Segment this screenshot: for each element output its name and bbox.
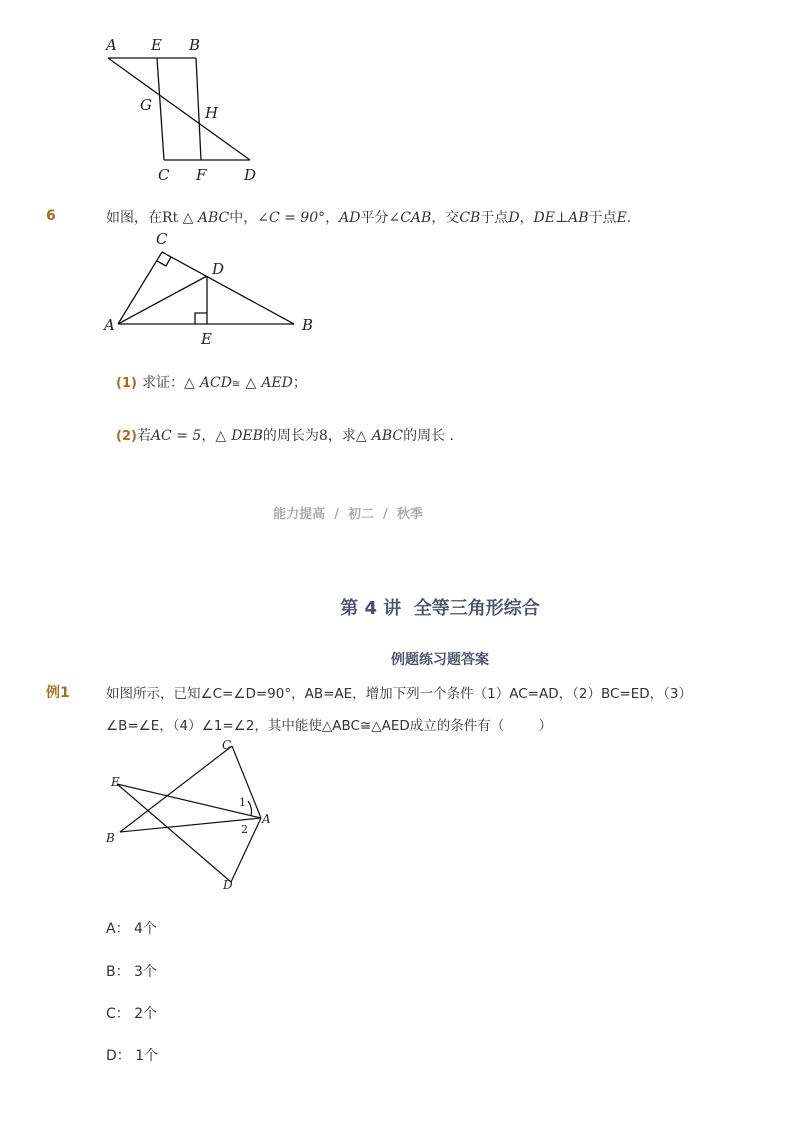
fig2-label-e: E <box>201 330 212 348</box>
fig3-label-2: 2 <box>241 823 248 836</box>
fig3-label-c: C <box>222 738 232 752</box>
option-c[interactable]: C： 2个 <box>106 1006 158 1022</box>
part-text: ； <box>292 375 307 391</box>
stem-angle-c: ∠C = 90° <box>257 210 326 226</box>
example-label: 例1 <box>46 685 70 701</box>
fig3-label-1: 1 <box>239 796 246 809</box>
fig2-label-c: C <box>156 230 168 248</box>
part-text: 若 <box>136 428 151 444</box>
part-text: 的周长为 <box>262 428 319 444</box>
fig1-label-a: A <box>106 36 117 54</box>
stem-de-ab: DE⊥AB <box>533 210 589 226</box>
question-part-2 <box>116 425 454 445</box>
stem-rt: Rt <box>162 210 179 226</box>
example-stem-line-1: 如图所示，已知∠C=∠D=90°，AB=AE，增加下列一个条件（1）AC=AD，（2）BC=ED，（3） <box>106 686 692 702</box>
figure-two-triangles <box>100 734 290 896</box>
fig3-label-a: A <box>262 812 271 826</box>
stem-text: 于点 <box>588 210 617 226</box>
part-label: (1) <box>116 376 137 391</box>
part-text: ，求 <box>327 428 356 444</box>
stem-text: . <box>626 210 632 226</box>
fig1-label-d: D <box>244 166 257 184</box>
part-aed: AED <box>261 375 293 391</box>
part-text: 的周长 . <box>403 428 454 444</box>
stem-abc: ABC <box>197 210 230 226</box>
stem-text: ， <box>325 210 340 226</box>
fig3-label-b: B <box>106 831 115 845</box>
fig2-label-a: A <box>104 316 115 334</box>
triangle-symbol: △ <box>215 428 227 444</box>
part-acd: ACD <box>199 375 232 391</box>
fig3-label-d: D <box>223 878 233 892</box>
fig1-label-e: E <box>151 36 162 54</box>
part-abc: ABC <box>371 428 404 444</box>
figure-parallelogram <box>100 34 270 186</box>
stem-text: 于点 <box>480 210 509 226</box>
fig2-label-d: D <box>212 260 225 278</box>
fig1-label-b: B <box>189 36 201 54</box>
stem-text: 如图，在 <box>106 210 162 226</box>
stem-triangle: △ <box>182 210 194 226</box>
stem-text: 平分 <box>360 210 389 226</box>
stem-text: 中， <box>229 210 258 226</box>
option-a[interactable]: A： 4个 <box>106 921 157 937</box>
triangle-symbol: △ <box>355 428 367 444</box>
part-ac5: AC = 5 <box>150 428 202 444</box>
part-text: ， <box>201 428 216 444</box>
stem-e: E <box>616 210 627 226</box>
section-title: 例题练习题答案 <box>391 652 489 668</box>
stem-text: ，交 <box>431 210 460 226</box>
stem-cb: CB <box>459 210 481 226</box>
stem-d: D <box>508 210 520 226</box>
part-text: 求证： <box>142 375 185 391</box>
option-d[interactable]: D： 1个 <box>106 1048 159 1064</box>
fig3-label-e: E <box>111 775 120 789</box>
figure-right-triangle <box>100 228 330 350</box>
part-label: (2) <box>116 429 137 444</box>
triangle-symbol: △ <box>245 375 257 391</box>
stem-text: ， <box>519 210 534 226</box>
part-deb: DEB <box>231 428 263 444</box>
triangle-symbol: △ <box>184 375 195 391</box>
fig1-label-f: F <box>196 166 207 184</box>
fig2-label-b: B <box>302 316 314 334</box>
page-footer: 能力提高 / 初二 / 秋季 <box>273 507 423 522</box>
question-stem <box>106 207 631 227</box>
question-number: 6 <box>46 208 56 224</box>
fig1-label-g: G <box>140 96 152 114</box>
fig1-label-c: C <box>158 166 170 184</box>
option-b[interactable]: B： 3个 <box>106 964 157 980</box>
stem-angle-cab: ∠CAB <box>388 210 432 226</box>
question-part-1 <box>116 372 307 392</box>
congruent-symbol: ≅ <box>231 379 241 390</box>
part-number: 8 <box>318 428 328 444</box>
example-stem-line-2: ∠B=∠E，（4）∠1=∠2，其中能使△ABC≅△AED成立的条件有（ ） <box>106 718 553 734</box>
fig1-label-h: H <box>205 104 219 122</box>
stem-ad: AD <box>339 210 361 226</box>
lecture-title: 第 4 讲 全等三角形综合 <box>340 598 540 619</box>
